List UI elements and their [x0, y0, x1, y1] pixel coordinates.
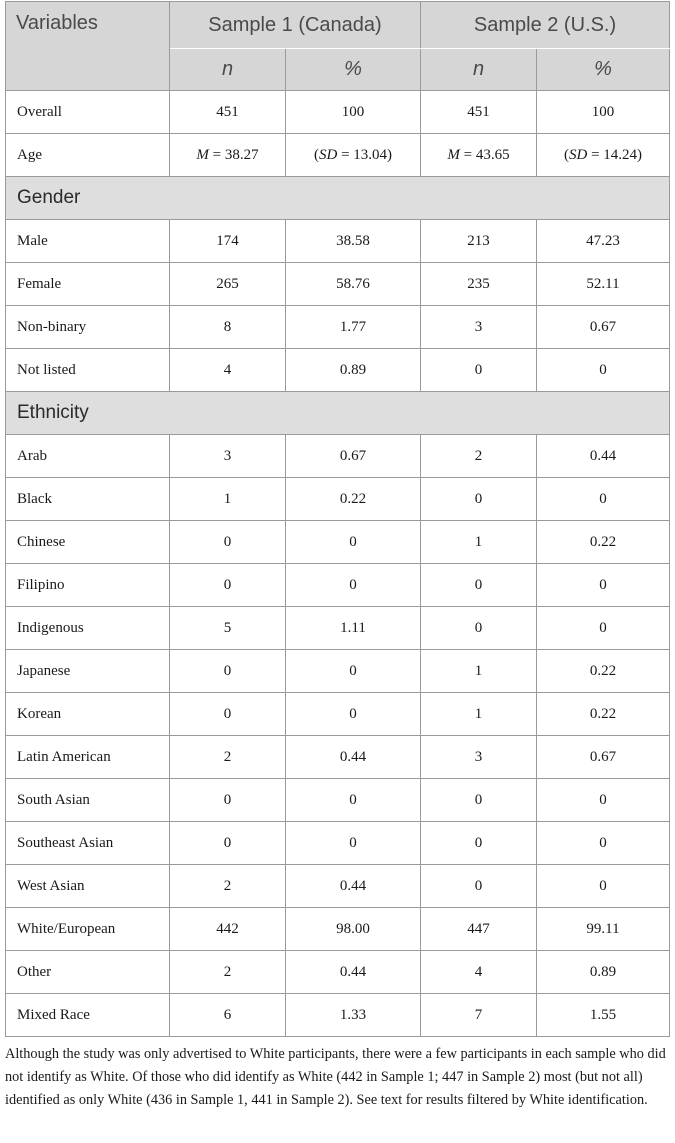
sample2-n-cell: 0 — [421, 478, 537, 521]
table-row — [6, 865, 670, 908]
sample2-pct-cell: 0 — [537, 779, 670, 822]
demographics-table — [5, 1, 670, 1037]
row-label: Japanese — [6, 650, 170, 693]
sample2-pct-cell: 1.55 — [537, 994, 670, 1037]
row-label: Not listed — [6, 349, 170, 392]
sample2-n-cell: 3 — [421, 736, 537, 779]
row-label: Chinese — [6, 521, 170, 564]
sample2-n-cell: 2 — [421, 435, 537, 478]
sample2-n-cell: 447 — [421, 908, 537, 951]
row-label: Male — [6, 220, 170, 263]
section-title: Gender — [6, 177, 670, 220]
sample1-pct-cell: 0 — [286, 521, 421, 564]
sample1-pct-cell: 0 — [286, 779, 421, 822]
sample2-n-cell: 4 — [421, 951, 537, 994]
row-label: West Asian — [6, 865, 170, 908]
sample1-n-cell: 451 — [170, 91, 286, 134]
sample1-n-cell: 8 — [170, 306, 286, 349]
sample1-pct-cell: 0.89 — [286, 349, 421, 392]
sample2-n-cell: 7 — [421, 994, 537, 1037]
sample2-pct-cell: 99.11 — [537, 908, 670, 951]
sample1-n-cell: 0 — [170, 650, 286, 693]
sample1-pct-cell: 1.33 — [286, 994, 421, 1037]
table-row — [6, 478, 670, 521]
sample1-pct-cell: 0.67 — [286, 435, 421, 478]
sample2-pct-cell: 0.44 — [537, 435, 670, 478]
sample2-age-mean — [421, 134, 537, 177]
table-row — [6, 607, 670, 650]
sample1-pct-cell: 1.77 — [286, 306, 421, 349]
sample2-n-cell: 1 — [421, 693, 537, 736]
sample2-n-cell: 1 — [421, 650, 537, 693]
sample1-pct-cell: 0.44 — [286, 951, 421, 994]
sample1-n-cell: 6 — [170, 994, 286, 1037]
section-title: Ethnicity — [6, 392, 670, 435]
row-label: Non-binary — [6, 306, 170, 349]
open-paren: ( — [563, 146, 569, 163]
table-row — [6, 736, 670, 779]
sample2-pct-cell: 47.23 — [537, 220, 670, 263]
sample1-n-cell: 0 — [170, 779, 286, 822]
sd-symbol: SD — [318, 146, 338, 163]
sample1-pct-cell: 0 — [286, 564, 421, 607]
sample2-pct-cell: 100 — [537, 91, 670, 134]
sample2-pct-cell: 0 — [537, 607, 670, 650]
sample2-pct-cell: 0 — [537, 349, 670, 392]
sample1-pct-cell: 0 — [286, 693, 421, 736]
row-label: Other — [6, 951, 170, 994]
sample2-n-cell: 451 — [421, 91, 537, 134]
table-row — [6, 349, 670, 392]
sample1-pct-cell: 100 — [286, 91, 421, 134]
sample2-pct-cell: 52.11 — [537, 263, 670, 306]
row-label: South Asian — [6, 779, 170, 822]
table-row — [6, 951, 670, 994]
sample2-n-cell: 1 — [421, 521, 537, 564]
section-header-row — [6, 392, 670, 435]
row-label: Mixed Race — [6, 994, 170, 1037]
sample1-n-cell: 442 — [170, 908, 286, 951]
sd-symbol: SD — [568, 146, 588, 163]
table-row — [6, 908, 670, 951]
table-row — [6, 779, 670, 822]
sample2-pct-cell: 0.67 — [537, 306, 670, 349]
sample1-pct-cell: 38.58 — [286, 220, 421, 263]
sample1-n-cell: 4 — [170, 349, 286, 392]
sample2-n-cell: 0 — [421, 564, 537, 607]
variables-header: Variables — [6, 2, 170, 91]
sample2-n-cell: 0 — [421, 349, 537, 392]
sample2-n-cell: 0 — [421, 607, 537, 650]
sample2-n-cell: 235 — [421, 263, 537, 306]
mean-symbol: M — [447, 146, 460, 163]
sample1-pct-cell: 0 — [286, 822, 421, 865]
sample1-pct-cell: 1.11 — [286, 607, 421, 650]
sample1-n-cell: 2 — [170, 736, 286, 779]
sd-value: = 13.04) — [337, 146, 393, 163]
sample1-n-cell: 0 — [170, 693, 286, 736]
sample2-pct-cell: 0 — [537, 822, 670, 865]
sample1-n-cell: 0 — [170, 822, 286, 865]
row-label: Arab — [6, 435, 170, 478]
sd-value: = 14.24) — [587, 146, 643, 163]
sample1-pct-cell: 0 — [286, 650, 421, 693]
table-row — [6, 521, 670, 564]
sample1-n-cell: 2 — [170, 865, 286, 908]
sample2-pct-cell: 0 — [537, 478, 670, 521]
mean-value: = 38.27 — [208, 146, 259, 163]
sample1-n-cell: 265 — [170, 263, 286, 306]
sample1-pct-cell: 98.00 — [286, 908, 421, 951]
table-row — [6, 994, 670, 1037]
row-label: Indigenous — [6, 607, 170, 650]
sample2-header: Sample 2 (U.S.) — [421, 2, 670, 49]
mean-value: = 43.65 — [459, 146, 510, 163]
demographics-table-container — [5, 1, 669, 1037]
sample1-n-cell: 0 — [170, 564, 286, 607]
row-label: White/European — [6, 908, 170, 951]
table-row — [6, 435, 670, 478]
sample2-n-cell: 0 — [421, 865, 537, 908]
sample1-n-cell: 174 — [170, 220, 286, 263]
table-row — [6, 306, 670, 349]
sample1-pct-cell: 0.44 — [286, 865, 421, 908]
table-row — [6, 263, 670, 306]
section-header-row — [6, 177, 670, 220]
sample1-header: Sample 1 (Canada) — [170, 2, 421, 49]
table-row — [6, 220, 670, 263]
open-paren: ( — [313, 146, 319, 163]
sample2-n-cell: 3 — [421, 306, 537, 349]
sample2-n-header: n — [421, 49, 537, 91]
sample2-n-cell: 0 — [421, 779, 537, 822]
sample2-pct-cell: 0.22 — [537, 693, 670, 736]
table-row-overall — [6, 91, 670, 134]
sample2-n-cell: 213 — [421, 220, 537, 263]
sample2-pct-cell: 0 — [537, 564, 670, 607]
row-label: Black — [6, 478, 170, 521]
sample1-n-cell: 0 — [170, 521, 286, 564]
table-row — [6, 693, 670, 736]
sample2-n-cell: 0 — [421, 822, 537, 865]
row-label: Age — [6, 134, 170, 177]
row-label: Korean — [6, 693, 170, 736]
sample1-age-mean — [170, 134, 286, 177]
sample2-pct-cell: 0.22 — [537, 650, 670, 693]
sample2-pct-cell: 0 — [537, 865, 670, 908]
table-row — [6, 822, 670, 865]
row-label: Overall — [6, 91, 170, 134]
table-row — [6, 650, 670, 693]
sample2-age-sd — [537, 134, 670, 177]
header-row-samples — [6, 2, 670, 49]
sample1-n-cell: 3 — [170, 435, 286, 478]
sample1-n-header: n — [170, 49, 286, 91]
row-label: Filipino — [6, 564, 170, 607]
sample1-n-cell: 2 — [170, 951, 286, 994]
table-row — [6, 564, 670, 607]
sample1-pct-cell: 0.22 — [286, 478, 421, 521]
table-row-age — [6, 134, 670, 177]
sample2-pct-header: % — [537, 49, 670, 91]
row-label: Female — [6, 263, 170, 306]
sample1-age-sd — [286, 134, 421, 177]
sample1-pct-cell: 0.44 — [286, 736, 421, 779]
row-label: Southeast Asian — [6, 822, 170, 865]
sample2-pct-cell: 0.89 — [537, 951, 670, 994]
table-footnote: Although the study was only advertised to White participants, there were a few participants in each sample who did not identify as White. Of those who did identify as White (442 in Sample 1; 447 in Sample 2) most (but not all) identified as only White (436 in Sample 1, 441 in Sample 2). See text for results filtered by White identification. — [5, 1046, 666, 1108]
sample1-n-cell: 1 — [170, 478, 286, 521]
mean-symbol: M — [196, 146, 209, 163]
sample1-pct-header: % — [286, 49, 421, 91]
sample2-pct-cell: 0.22 — [537, 521, 670, 564]
sample1-n-cell: 5 — [170, 607, 286, 650]
sample2-pct-cell: 0.67 — [537, 736, 670, 779]
row-label: Latin American — [6, 736, 170, 779]
sample1-pct-cell: 58.76 — [286, 263, 421, 306]
